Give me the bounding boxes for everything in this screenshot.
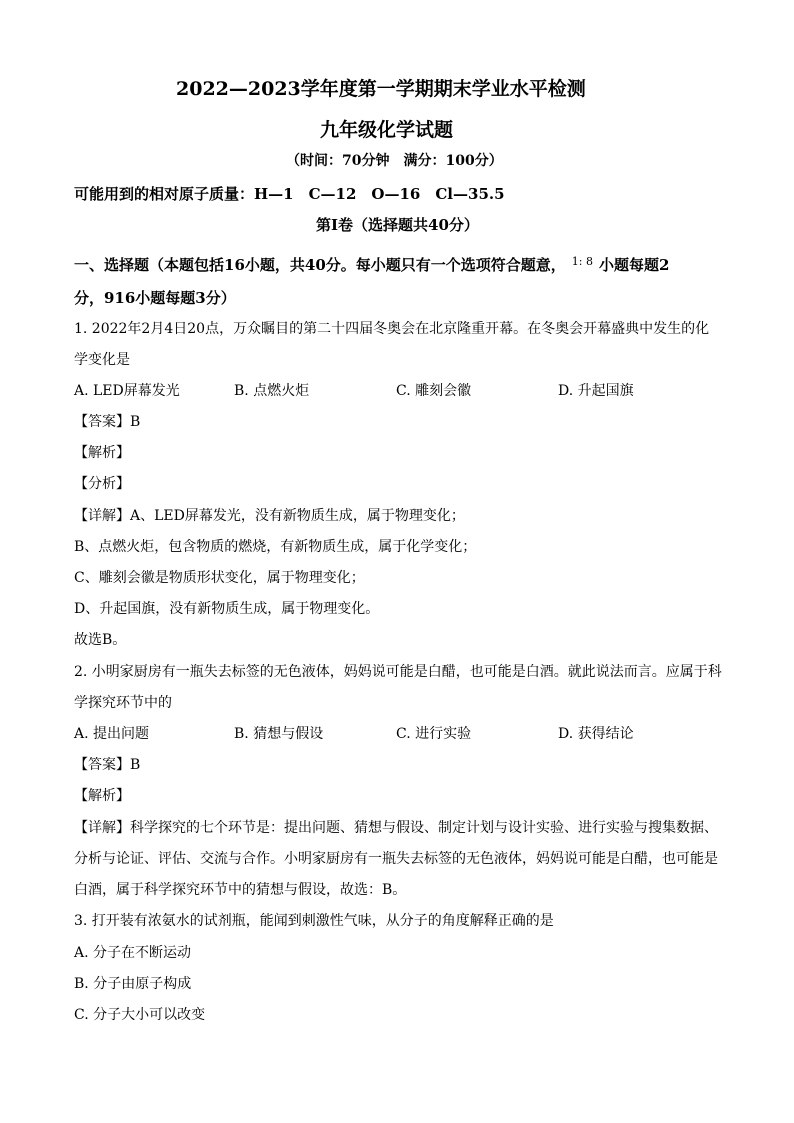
q2-option-c: C. 进行实验	[396, 726, 472, 742]
q1-fenxi-label: 【分析】	[74, 476, 130, 492]
q1-jiexi-label: 【解析】	[74, 445, 130, 461]
q3-option-a: A. 分子在不断运动	[74, 945, 192, 961]
section-heading-text: 一、选择题（本题包括16小题，共40分。每小题只有一个选项符合题意，	[74, 256, 566, 274]
section-heading-line2: 分，916小题每题3分）	[74, 289, 236, 307]
q2-stem-line1: 2. 小明家厨房有一瓶失去标签的无色液体，妈妈说可能是白醋，也可能是白酒。就此说法而言。应属于科	[74, 664, 722, 680]
q2-detail-line3: 白酒，属于科学探究环节中的猜想与假设，故选：B。	[74, 882, 407, 898]
time-note: （时间：70分钟 满分：100分）	[286, 153, 503, 169]
q3-stem: 3. 打开装有浓氨水的试剂瓶，能闻到刺激性气味，从分子的角度解释正确的是	[74, 913, 554, 929]
q3-option-b: B. 分子由原子构成	[74, 976, 192, 992]
q2-jiexi-label: 【解析】	[74, 788, 130, 804]
q3-option-c: C. 分子大小可以改变	[74, 1007, 206, 1023]
q1-option-a: A. LED屏幕发光	[74, 383, 180, 399]
q1-stem-line1: 1. 2022年2月4日20点，万众瞩目的第二十四届冬奥会在北京隆重开幕。在冬奥会开幕盛典中发生的化	[74, 321, 710, 337]
q1-detail-line2: B、点燃火炬，包含物质的燃烧，有新物质生成，属于化学变化；	[74, 539, 477, 555]
page-title: 2022—2023学年度第一学期期末学业水平检测	[176, 78, 586, 100]
q1-option-d: D. 升起国旗	[558, 383, 634, 399]
q1-option-c: C. 雕刻会徽	[396, 383, 472, 399]
q1-detail-line5: 故选B。	[74, 632, 127, 648]
q2-option-d: D. 获得结论	[558, 726, 634, 742]
q2-answer: 【答案】B	[74, 757, 141, 773]
exam-subtitle: 九年级化学试题	[320, 119, 454, 141]
q2-detail-line2: 分析与论证、评估、交流与合作。小明家厨房有一瓶失去标签的无色液体，妈妈说可能是白醋，也可能是	[74, 851, 718, 867]
q1-detail-line3: C、雕刻会徽是物质形状变化，属于物理变化；	[74, 570, 365, 586]
volume-heading: 第Ⅰ卷（选择题共40分）	[316, 216, 479, 234]
section-heading-line1	[74, 254, 669, 275]
q2-stem-line2: 学探究环节中的	[74, 695, 172, 711]
q2-option-b: B. 猜想与假设	[234, 726, 324, 742]
q2-detail-line1: 【详解】科学探究的七个环节是：提出问题、猜想与假设、制定计划与设计实验、进行实验与搜集数据、	[74, 820, 718, 836]
q1-answer: 【答案】B	[74, 414, 141, 430]
section-range-small: 1: 8	[571, 255, 593, 268]
q1-option-b: B. 点燃火炬	[234, 383, 310, 399]
q1-stem-line2: 学变化是	[74, 352, 130, 368]
section-heading-tail: 小题每题2	[598, 256, 670, 274]
q1-detail-line1: 【详解】A、LED屏幕发光，没有新物质生成，属于物理变化；	[74, 508, 465, 524]
q1-detail-line4: D、升起国旗，没有新物质生成，属于物理变化。	[74, 601, 380, 617]
atomic-mass-note: 可能用到的相对原子质量：H—1 C—12 O—16 Cl—35.5	[74, 185, 505, 203]
q2-option-a: A. 提出问题	[74, 726, 150, 742]
